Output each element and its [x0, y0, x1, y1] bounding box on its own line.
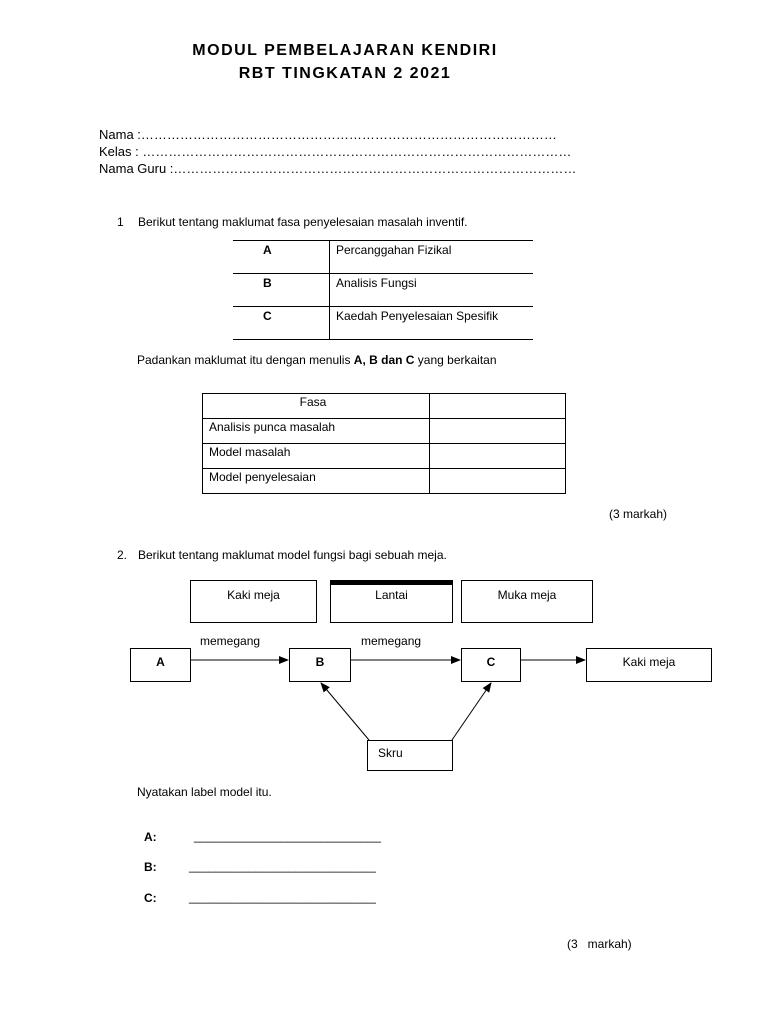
q2-marks: (3 markah) — [567, 937, 632, 951]
instruction-emphasis: A, B dan C — [353, 353, 415, 367]
answer-line-a[interactable]: ____________________________ — [194, 829, 381, 843]
instruction-text: Padankan maklumat itu dengan menulis — [137, 353, 354, 367]
answer-line-b[interactable]: ____________________________ — [189, 859, 376, 873]
edge-label-memegang-2: memegang — [361, 634, 422, 648]
phase-cell: Model penyelesaian — [203, 469, 430, 494]
q1-marks: (3 markah) — [609, 507, 668, 521]
option-key: A — [233, 241, 330, 274]
choice-box-kaki-meja: Kaki meja — [190, 580, 317, 623]
arrow-skru-to-b — [321, 683, 369, 740]
choice-box-muka-meja: Muka meja — [461, 580, 593, 623]
name-field: Nama :…………………………………………………………………………………… — [99, 127, 557, 142]
node-kaki-meja: Kaki meja — [586, 648, 712, 682]
teacher-name-field: Nama Guru :………………………………………………………………………………… — [99, 161, 577, 176]
edge-label-memegang-1: memegang — [200, 634, 261, 648]
answer-label-b: B: — [144, 860, 157, 874]
option-text: Analisis Fungsi — [330, 274, 534, 307]
node-b: B — [289, 648, 351, 682]
option-key: B — [233, 274, 330, 307]
option-text: Percanggahan Fizikal — [330, 241, 534, 274]
arrow-skru-to-c — [452, 683, 491, 740]
q1-question: Berikut tentang maklumat fasa penyelesaian masalah inventif. — [138, 215, 468, 229]
q2-number: 2. — [117, 548, 128, 562]
answer-label-c: C: — [144, 891, 157, 905]
answer-line-c[interactable]: ____________________________ — [189, 890, 376, 904]
q2-question: Berikut tentang maklumat model fungsi bagi sebuah meja. — [138, 548, 447, 562]
phase-cell: Model masalah — [203, 444, 430, 469]
instruction-text: yang berkaitan — [414, 353, 497, 367]
node-a: A — [130, 648, 191, 682]
q2-instruction: Nyatakan label model itu. — [137, 785, 272, 799]
q1-number: 1 — [117, 215, 124, 229]
table-header-fasa: Fasa — [203, 394, 430, 419]
class-field: Kelas : ……………………………………………………………………………………… — [99, 144, 572, 159]
choice-box-lantai: Lantai — [330, 580, 453, 623]
document-subtitle: RBT TINGKATAN 2 2021 — [238, 65, 452, 82]
node-c: C — [461, 648, 521, 682]
answer-label-a: A: — [144, 830, 157, 844]
document-title: MODUL PEMBELAJARAN KENDIRI — [192, 42, 498, 59]
phase-cell: Analisis punca masalah — [203, 419, 430, 444]
option-key: C — [233, 307, 330, 340]
option-text: Kaedah Penyelesaian Spesifik — [330, 307, 534, 340]
node-skru: Skru — [367, 740, 453, 771]
